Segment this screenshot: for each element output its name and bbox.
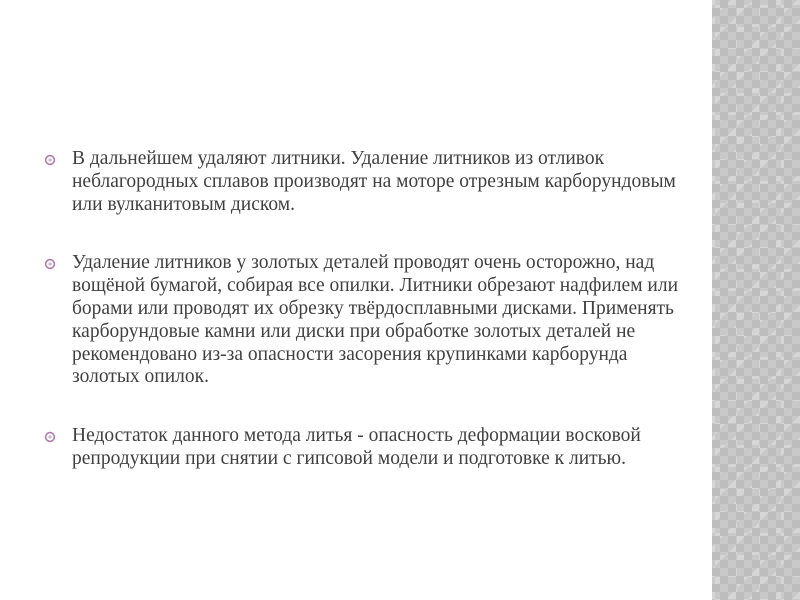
decorative-side-panel	[712, 0, 800, 600]
bullet-text: В дальнейшем удаляют литники. Удаление литников из отливок неблагородных сплавов производят на моторе отрезным карборундовым или вулканитовым диском.	[72, 148, 676, 215]
bullet-list	[44, 148, 694, 471]
ring-bullet-icon	[44, 258, 56, 270]
bullet-item	[44, 252, 694, 389]
bullet-item	[44, 148, 694, 216]
bullet-text: Удаление литников у золотых деталей проводят очень осторожно, над вощёной бумагой, собирая все опилки. Литники обрезают надфилем или борами или проводят их обрезку твёрдосплавными дисками. Применять карборундовые камни или диски при обработке золотых деталей не рекомендовано из-за опасности засорения крупинками карборунда золотых опилок.	[72, 252, 679, 388]
ring-bullet-icon	[44, 431, 56, 443]
bullet-item	[44, 425, 694, 471]
ring-bullet-icon	[44, 154, 56, 166]
bullet-text: Недостаток данного метода литья - опасность деформации восковой репродукции при снятии с гипсовой модели и подготовке к литью.	[72, 425, 641, 469]
